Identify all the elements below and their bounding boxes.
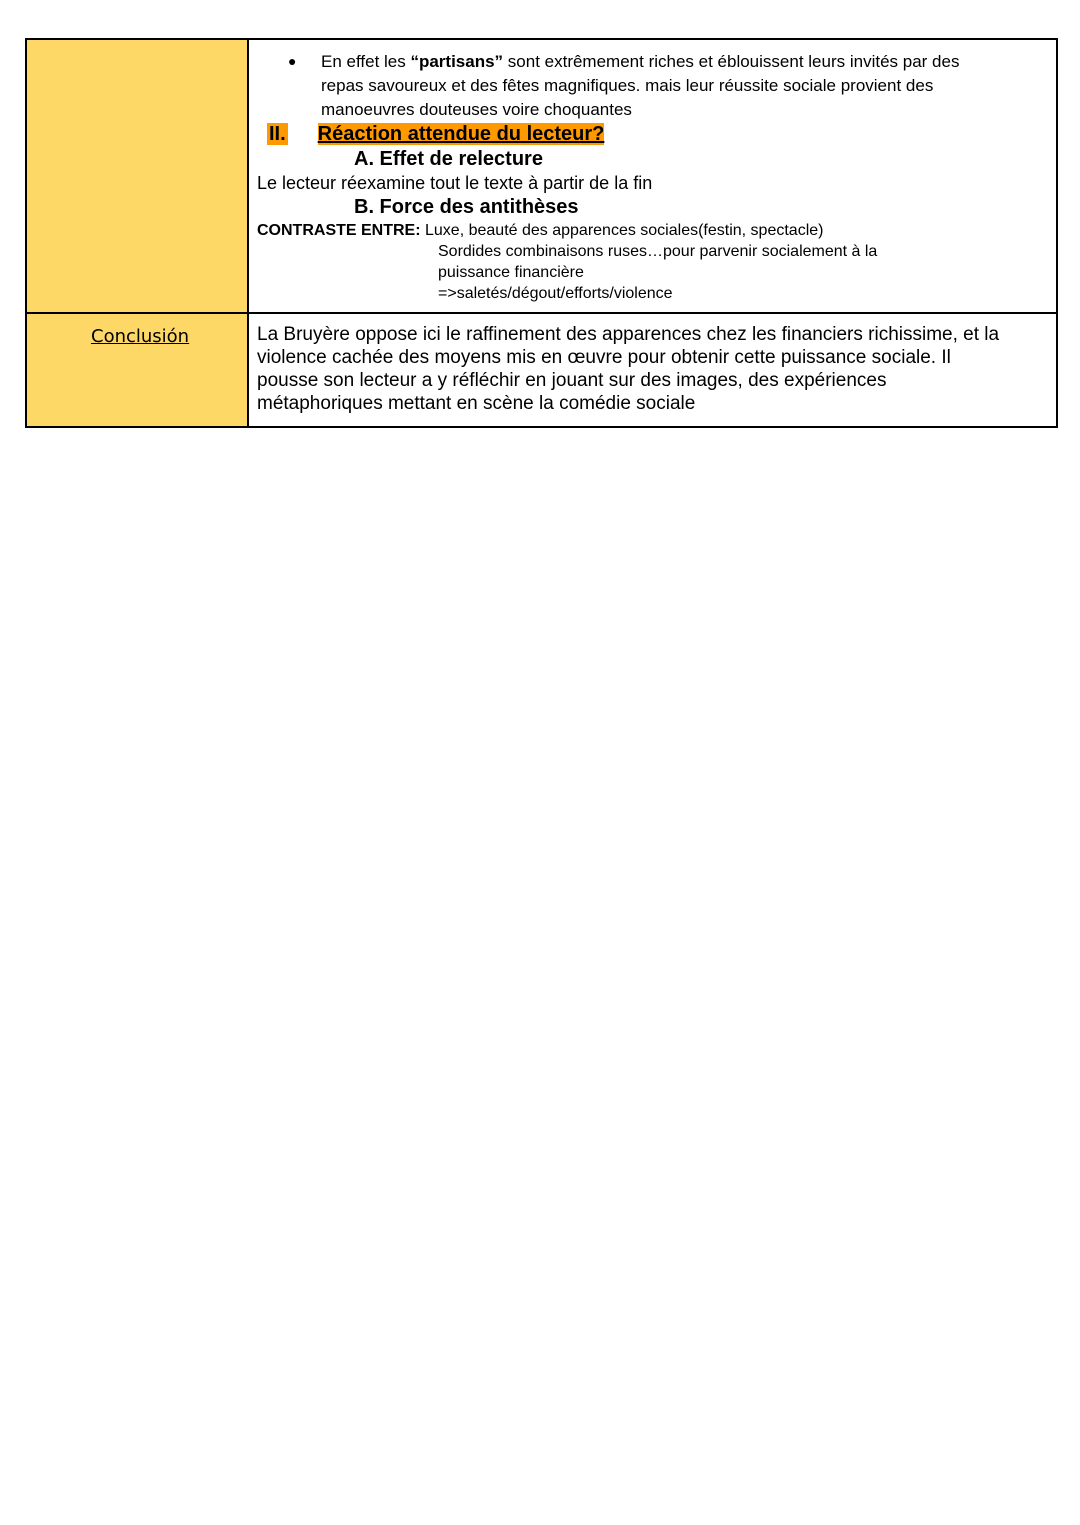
bullet-paragraph: En effet les “partisans” sont extrêmement riches et éblouissent leurs invités par des repas savoureux et des fêtes magnifiques. mais leur réussite sociale provient des manoeuvres douteuses voire choquantes — [321, 52, 960, 119]
section-title: Réaction attendue du lecteur? — [317, 123, 605, 145]
contrast-continuation: Sordides combinaisons ruses…pour parvenir socialement à la puissance financière =>saletés/dégout/efforts/violence — [438, 243, 878, 302]
subheading-b: B. Force des antithèses — [354, 196, 579, 218]
contrast-line: CONTRASTE ENTRE: Luxe, beauté des apparences sociales(festin, spectacle) — [257, 222, 824, 239]
partisans-term: “partisans” — [410, 52, 504, 71]
subheading-a: A. Effet de relecture — [354, 148, 543, 170]
content-cell — [249, 40, 1056, 312]
section-heading — [267, 122, 604, 146]
notes-table — [25, 38, 1058, 428]
conclusion-label: Conclusión — [91, 326, 190, 347]
section-number: II. — [269, 123, 286, 145]
conclusion-row — [27, 312, 1056, 426]
conclusion-content-cell — [249, 314, 1056, 426]
bullet-icon: ● — [288, 53, 297, 69]
subheading-a-text: Le lecteur réexamine tout le texte à partir de la fin — [257, 173, 653, 193]
conclusion-label-cell — [27, 314, 249, 426]
label-cell — [27, 40, 249, 312]
conclusion-text: La Bruyère oppose ici le raffinement des apparences chez les financiers richissime, et la violence cachée des moyens mis en œuvre pour obtenir cette puissance sociale. Il pousse son lecteur a y réfléchir en jouant sur des images, des expériences métaphoriques mettant en scène la comédie sociale — [257, 324, 1000, 414]
analysis-row — [27, 40, 1056, 312]
contrast-label: CONTRASTE ENTRE: — [257, 222, 421, 239]
